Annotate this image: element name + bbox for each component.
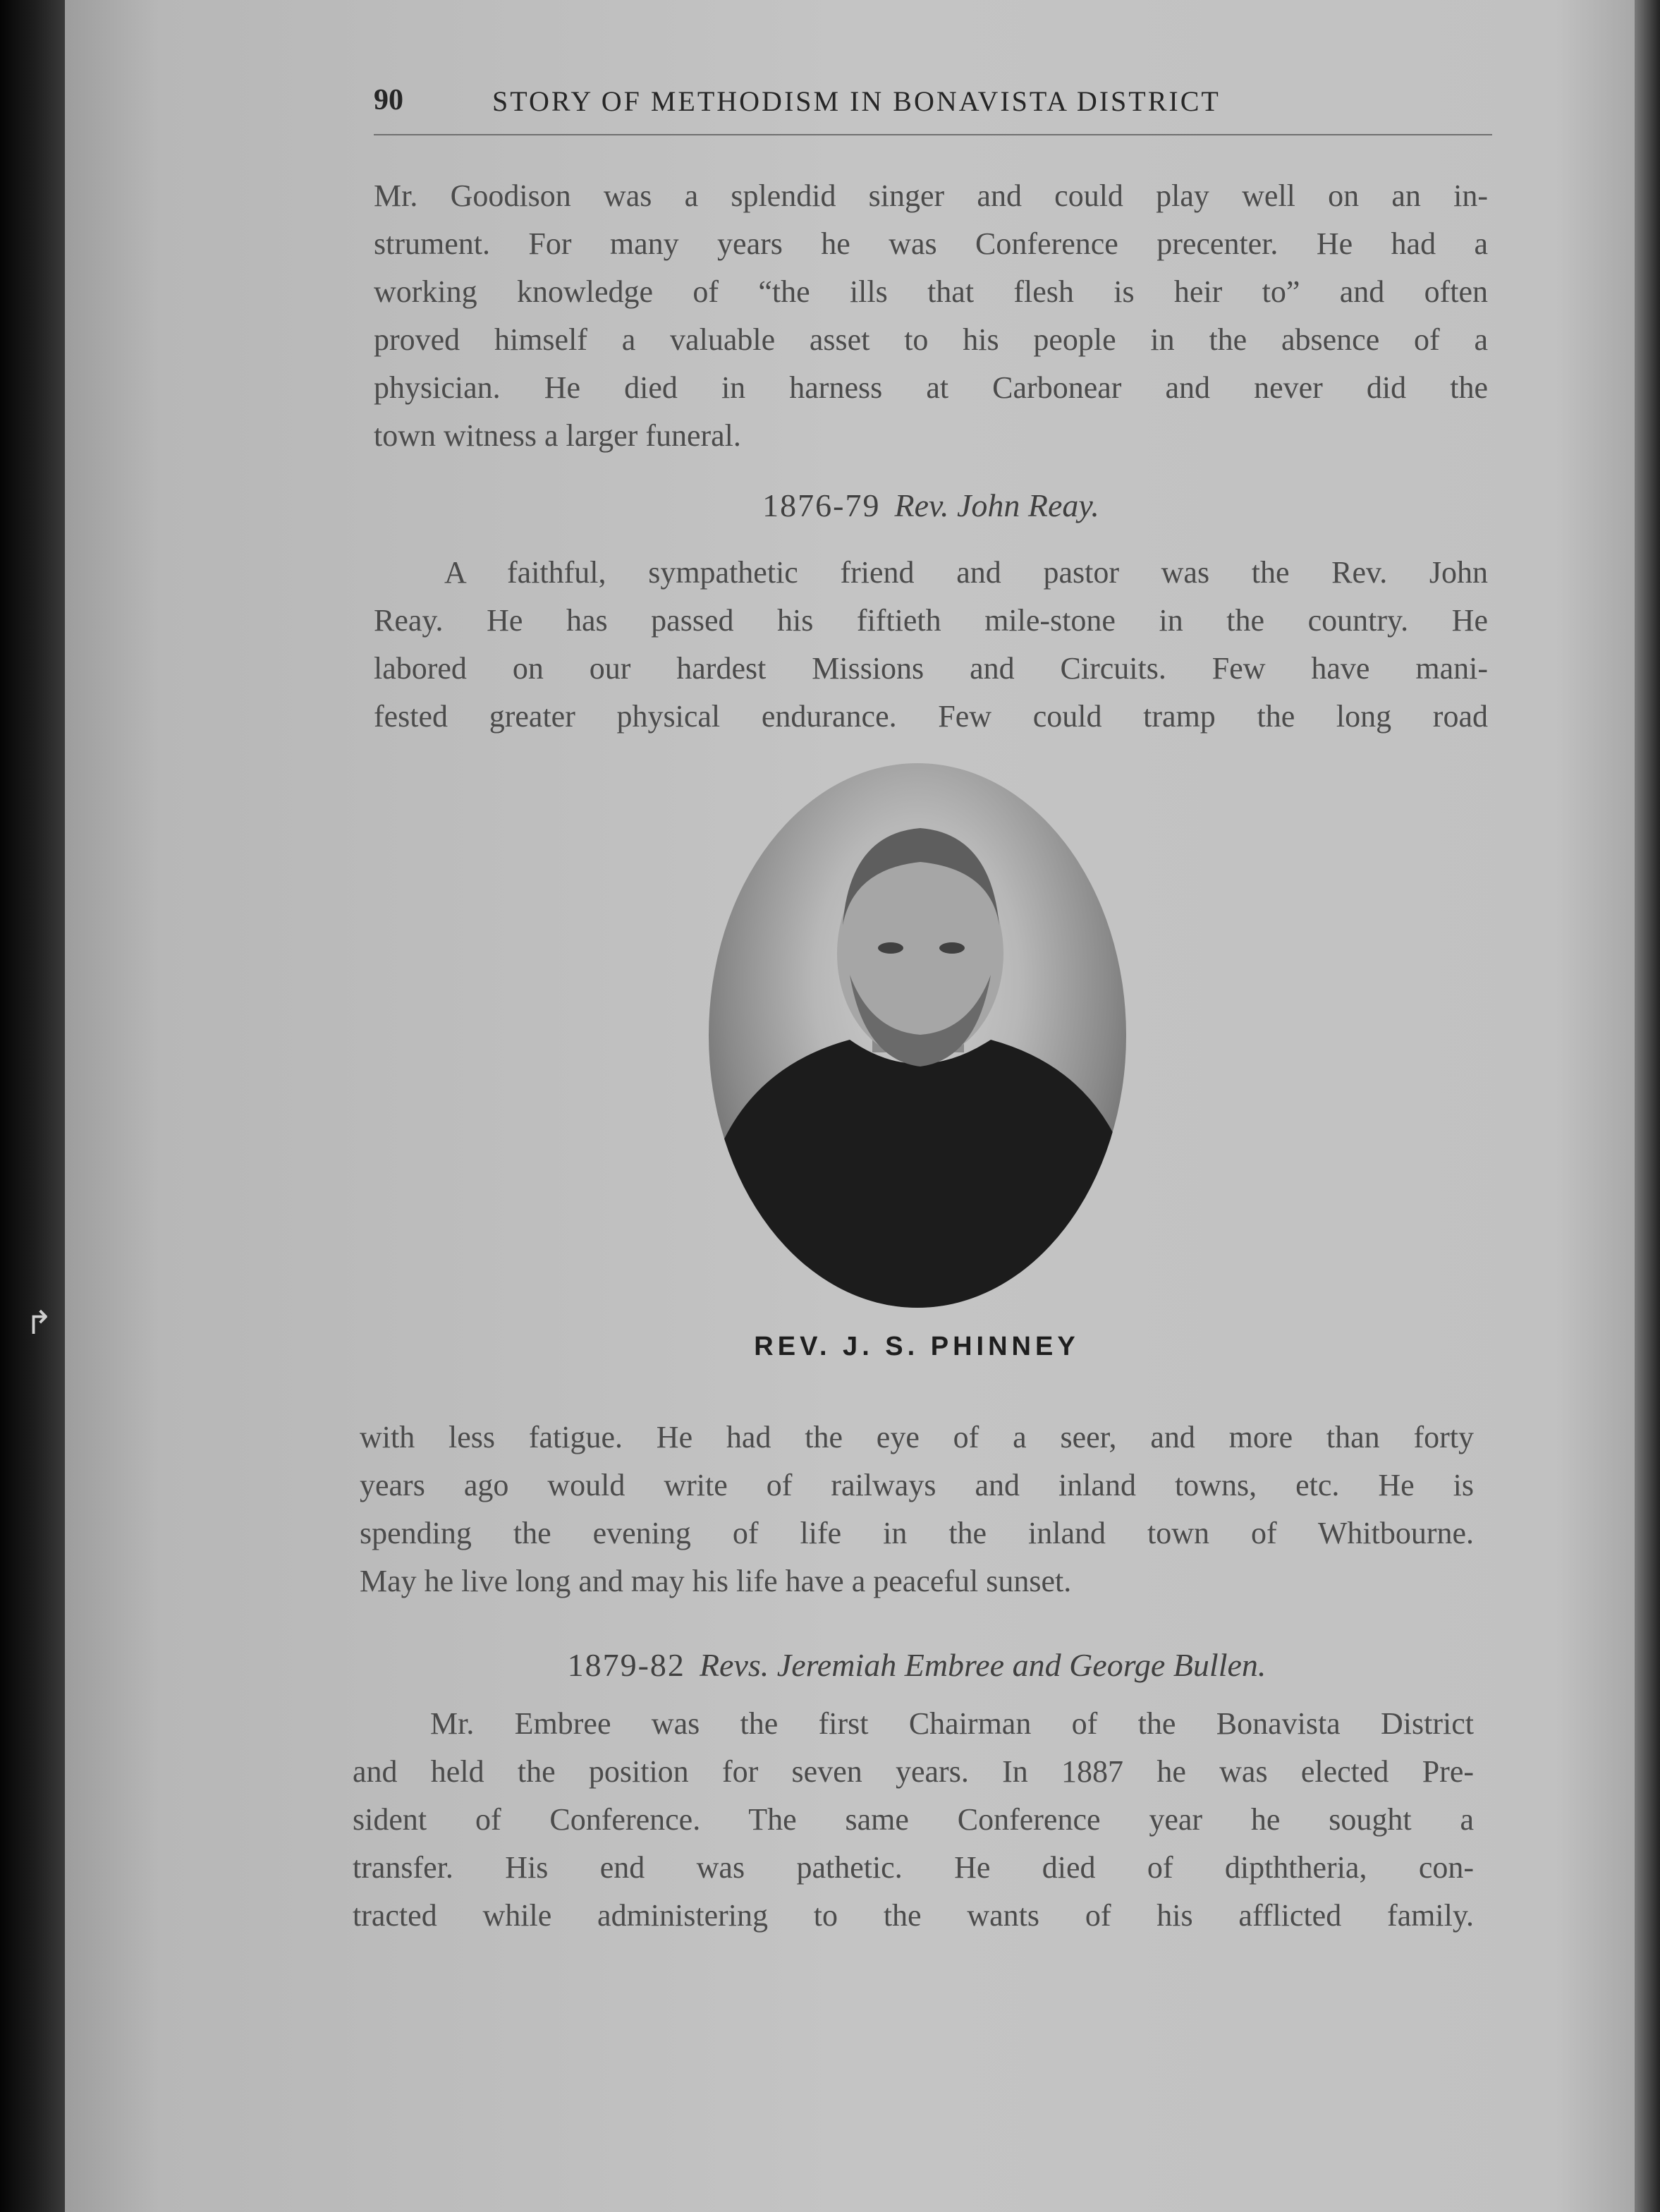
section-name: Revs. Jeremiah Embree and George Bullen.: [699, 1647, 1267, 1683]
text-line: years ago would write of railways and inland towns, etc. He is: [360, 1468, 1474, 1502]
text-line: Reay. He has passed his fiftieth mile-stone in the country. He: [374, 603, 1488, 638]
paragraph-reay-part1: [374, 549, 1488, 741]
portrait-caption: REV. J. S. PHINNEY: [754, 1332, 1080, 1361]
text-line: labored on our hardest Missions and Circuits. Few have mani-: [374, 651, 1488, 686]
paragraph-goodison: [374, 172, 1488, 460]
text-line: working knowledge of “the ills that flesh is heir to” and often: [374, 274, 1488, 309]
page-number: 90: [374, 84, 403, 116]
text-line: sident of Conference. The same Conference year he sought a: [353, 1802, 1474, 1837]
portrait-figure: [709, 763, 1126, 1308]
text-line: A faithful, sympathetic friend and pastor was the Rev. John: [444, 555, 1488, 590]
text-line: proved himself a valuable asset to his people in the absence of a: [374, 322, 1488, 357]
section-years: 1879-82: [567, 1647, 685, 1683]
text-line: and held the position for seven years. In 1887 he was elected Pre-: [353, 1754, 1474, 1789]
section-heading-embree: [360, 1646, 1474, 1684]
text-line: physician. He died in harness at Carbonear and never did the: [374, 370, 1488, 405]
running-title: STORY OF METHODISM IN BONAVISTA DISTRICT: [492, 85, 1221, 117]
margin-mark-glyph: ↱: [25, 1304, 53, 1342]
running-header: [374, 83, 1492, 135]
text-line: May he live long and may his life have a peaceful sunset.: [360, 1564, 1072, 1598]
text-line: spending the evening of life in the inland town of Whitbourne.: [360, 1516, 1474, 1550]
text-line: strument. For many years he was Conference precenter. He had a: [374, 226, 1488, 261]
section-years: 1876-79: [762, 487, 881, 523]
section-name: Rev. John Reay.: [894, 487, 1099, 523]
text-line: town witness a larger funeral.: [374, 418, 741, 453]
text-line: Mr. Embree was the first Chairman of the Bonavista District: [430, 1706, 1474, 1741]
page-edge-shadow: [1635, 0, 1660, 2212]
text-line: with less fatigue. He had the eye of a seer, and more than forty: [360, 1420, 1474, 1454]
paragraph-reay-part2: [360, 1414, 1474, 1605]
text-line: transfer. His end was pathetic. He died of dipththeria, con-: [353, 1850, 1474, 1885]
text-line: fested greater physical endurance. Few could tramp the long road: [374, 699, 1488, 734]
section-heading-reay: [374, 487, 1488, 524]
text-line: tracted while administering to the wants of his afflicted family.: [353, 1898, 1474, 1933]
book-spine-shadow: [0, 0, 65, 2212]
text-line: Mr. Goodison was a splendid singer and could play well on an in-: [374, 178, 1488, 213]
paragraph-embree: [353, 1700, 1474, 1940]
portrait-photo: [709, 763, 1126, 1308]
